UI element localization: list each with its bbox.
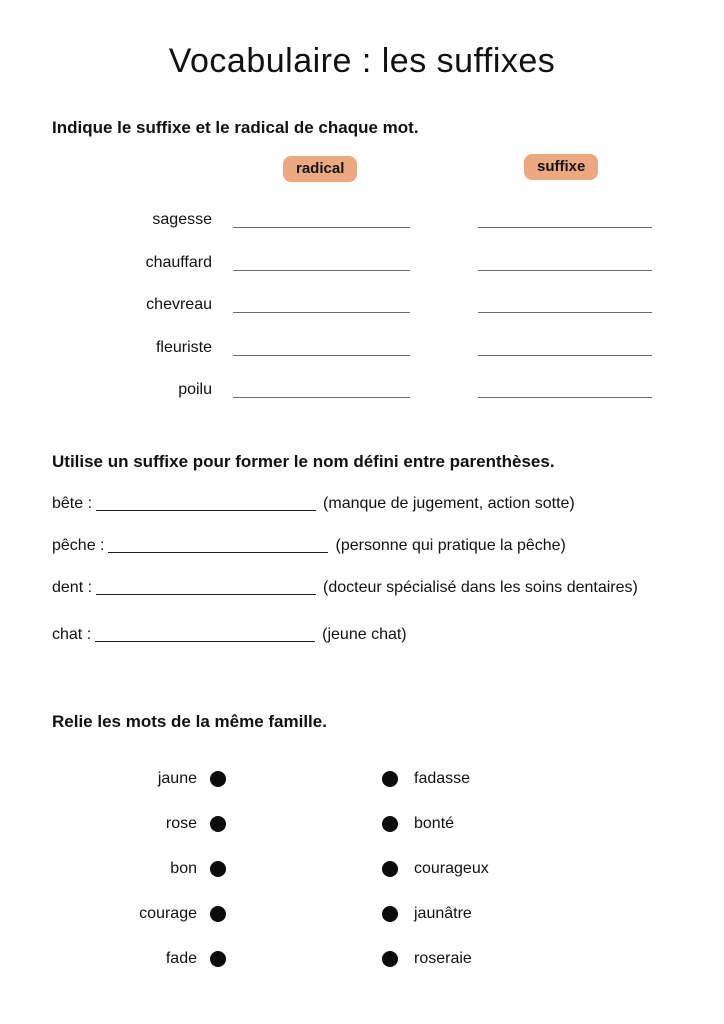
word-label: chat : bbox=[52, 626, 92, 643]
word-row bbox=[52, 198, 672, 241]
suffixe-answer-line[interactable] bbox=[478, 270, 652, 271]
left-word-label: jaune bbox=[157, 769, 197, 787]
right-word-label: courageux bbox=[414, 859, 489, 877]
word-label: dent : bbox=[52, 579, 93, 596]
word-row bbox=[52, 326, 672, 369]
fill-in-item bbox=[52, 625, 682, 645]
word-label: poilu bbox=[178, 381, 212, 398]
left-word-label: rose bbox=[165, 814, 197, 832]
definition-text: (docteur spécialisé dans les soins dentaires) bbox=[323, 579, 638, 596]
match-row bbox=[52, 846, 672, 891]
right-word-label: roseraie bbox=[414, 949, 472, 967]
fill-in-item bbox=[52, 494, 682, 514]
suffixe-answer-line[interactable] bbox=[478, 312, 652, 313]
right-connector-dot[interactable] bbox=[382, 771, 398, 787]
right-connector-dot[interactable] bbox=[382, 861, 398, 877]
section-former bbox=[52, 452, 682, 645]
right-connector-dot[interactable] bbox=[382, 951, 398, 967]
section-former-instruction: Utilise un suffixe pour former le nom défini entre parenthèses. bbox=[52, 452, 555, 471]
right-word-label: fadasse bbox=[414, 769, 471, 787]
fill-in-item bbox=[52, 536, 682, 556]
suffixe-column-header-badge: suffixe bbox=[524, 154, 598, 180]
radical-answer-line[interactable] bbox=[233, 355, 410, 356]
radical-column-header-badge: radical bbox=[283, 156, 357, 182]
right-connector-dot[interactable] bbox=[382, 816, 398, 832]
word-label: bête : bbox=[52, 495, 93, 512]
radical-answer-line[interactable] bbox=[233, 312, 410, 313]
match-row bbox=[52, 936, 672, 981]
right-word-label: jaunâtre bbox=[414, 904, 472, 922]
radical-answer-line[interactable] bbox=[233, 227, 410, 228]
definition-text: (personne qui pratique la pêche) bbox=[335, 537, 566, 554]
right-word-label: bonté bbox=[414, 814, 455, 832]
section-relier bbox=[52, 712, 672, 981]
word-label: chauffard bbox=[145, 253, 212, 271]
word-label: fleuriste bbox=[155, 338, 212, 356]
page-title: Vocabulaire : les suffixes bbox=[168, 42, 556, 80]
match-row bbox=[52, 891, 672, 936]
match-row bbox=[52, 801, 672, 846]
right-connector-dot[interactable] bbox=[382, 906, 398, 922]
radical-suffixe-table bbox=[52, 198, 672, 411]
left-connector-dot[interactable] bbox=[210, 771, 226, 787]
answer-blank[interactable] bbox=[96, 510, 316, 511]
radical-answer-line[interactable] bbox=[233, 397, 410, 398]
word-label: chevreau bbox=[146, 296, 212, 313]
answer-blank[interactable] bbox=[95, 641, 315, 642]
match-rows bbox=[52, 756, 672, 981]
fill-in-item bbox=[52, 578, 682, 598]
left-word-label: fade bbox=[165, 949, 197, 967]
word-label: sagesse bbox=[152, 211, 212, 228]
suffixe-answer-line[interactable] bbox=[478, 355, 652, 356]
suffixe-answer-line[interactable] bbox=[478, 397, 652, 398]
suffixe-answer-line[interactable] bbox=[478, 227, 652, 228]
left-word-label: courage bbox=[139, 904, 197, 922]
match-row bbox=[52, 756, 672, 801]
section-radical-instruction: Indique le suffixe et le radical de chaque mot. bbox=[52, 118, 419, 137]
left-connector-dot[interactable] bbox=[210, 906, 226, 922]
left-word-label: bon bbox=[170, 859, 197, 877]
answer-blank[interactable] bbox=[108, 552, 328, 553]
answer-blank[interactable] bbox=[96, 594, 316, 595]
radical-answer-line[interactable] bbox=[233, 270, 410, 271]
left-connector-dot[interactable] bbox=[210, 816, 226, 832]
definition-text: (manque de jugement, action sotte) bbox=[323, 495, 575, 512]
definition-text: (jeune chat) bbox=[322, 626, 407, 643]
word-row bbox=[52, 368, 672, 411]
word-row bbox=[52, 283, 672, 326]
left-connector-dot[interactable] bbox=[210, 861, 226, 877]
word-label: pêche : bbox=[52, 537, 105, 554]
section-relier-instruction: Relie les mots de la même famille. bbox=[52, 712, 327, 731]
left-connector-dot[interactable] bbox=[210, 951, 226, 967]
word-row bbox=[52, 241, 672, 284]
